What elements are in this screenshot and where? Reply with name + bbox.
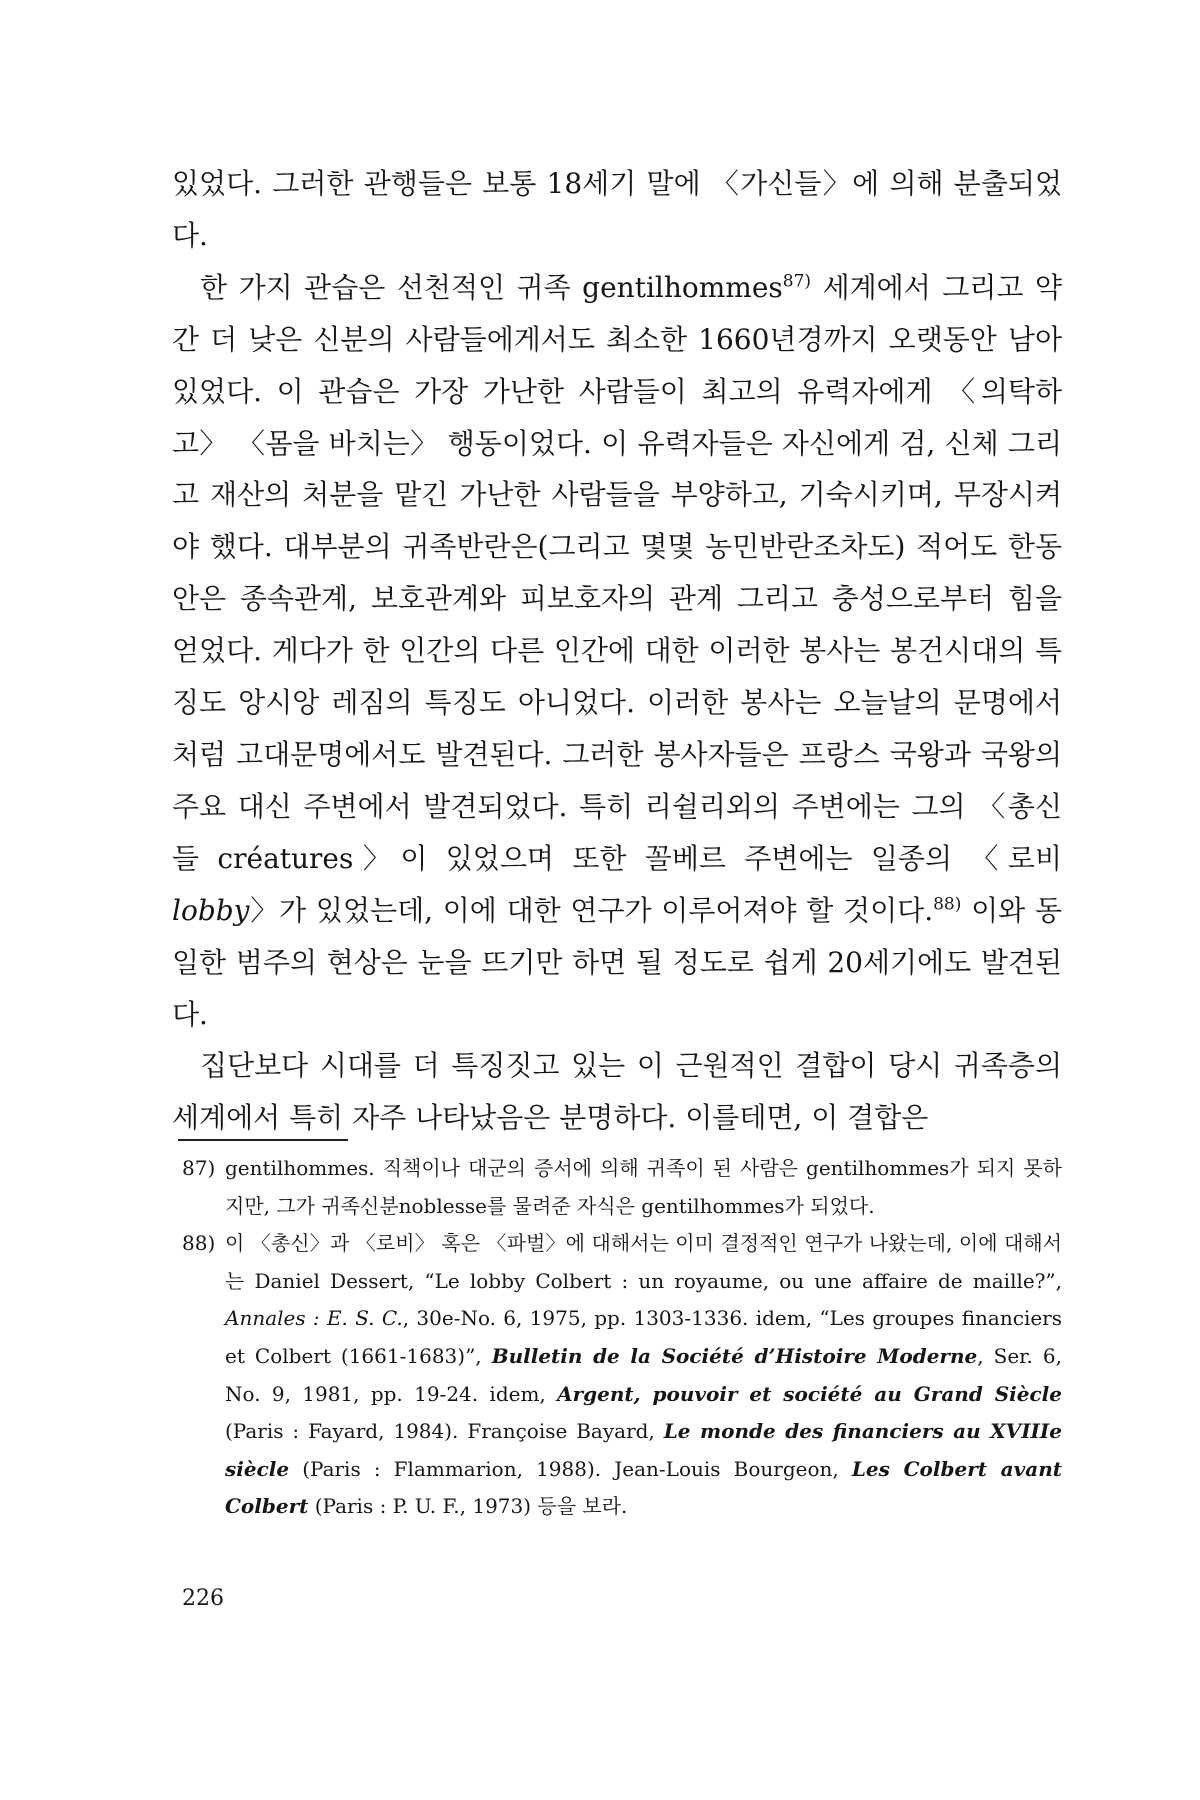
paragraph-2-part-c: 〉가 있었는데, 이에 대한 연구가 이루어져야 할 것이다. xyxy=(249,893,934,927)
footnote-88-journal-1: Annales : E. S. C. xyxy=(225,1306,403,1331)
footnote-88 xyxy=(182,1225,1062,1526)
paragraph-2-part-b: 세계에서 그리고 약간 더 낮은 신분의 사람들에게서도 최소한 1660년경까지 오랫동안 남아 있었다. 이 관습은 가장 가난한 사람들이 최고의 유력자에게 〈의탁하고〉 〈몸을 바치는〉 행동이었다. 이 유력자들은 자신에게 검, 신체 그리고 재산의 처분을 맡긴 가난한 사람들을 부양하고, 기숙시키며, 무장시켜야 했다. 대부분의 귀족반란은(그리고 몇몇 농민반란조차도) 적어도 한동안은 종속관계, 보호관계와 피보호자의 관계 그리고 충성으로부터 힘을 얻었다. 게다가 한 인간의 다른 인간에 대한 이러한 봉사는 봉건시대의 특징도 앙시앙 레짐의 특징도 아니었다. 이러한 봉사는 오늘날의 문명에서처럼 고대문명에서도 발견된다. 그러한 봉사자들은 프랑스 국왕과 국왕의 주요 대신 주변에서 발견되었다. 특히 리쉴리외의 주변에는 그의 〈총신들 créatures〉이 있었으며 또한 꼴베르 주변에는 일종의 〈로비 xyxy=(172,270,1063,875)
paragraph-2-part-d: 이와 동일한 범주의 현상은 눈을 뜨기만 하면 될 정도로 쉽게 20세기에도 발견된다. xyxy=(172,893,1062,1031)
footnote-ref-87[interactable]: 87) xyxy=(782,271,812,292)
footnote-88-text-2: , 30e-No. 6, 1975, pp. 1303-1336. idem, “Les groupes financiers et Colbert (1661-1683)”, xyxy=(225,1306,1062,1368)
footnote-88-text-4: (Paris : Fayard, 1984). Françoise Bayard, xyxy=(225,1419,664,1444)
footnote-87-text: gentilhommes. 직책이나 대군의 증서에 의해 귀족이 된 사람은 gentilhommes가 되지 못하지만, 그가 귀족신분noblesse를 물려준 자식은 gentilhommes가 되었다. xyxy=(225,1156,1062,1218)
footnote-88-text-6: (Paris : P. U. F., 1973) 등을 보라. xyxy=(308,1494,628,1519)
footnotes xyxy=(182,1150,1062,1526)
footnote-88-book-3: Les Colbert avant Colbert xyxy=(225,1456,1063,1519)
footnote-ref-88[interactable]: 88) xyxy=(933,894,962,915)
paragraph-3: 집단보다 시대를 더 특징짓고 있는 이 근원적인 결합이 당시 귀족층의 세계에서 특히 자주 나타났음은 분명하다. 이를테면, 이 결합은 xyxy=(172,1049,1062,1135)
footnote-88-journal-2: Bulletin de la Société d’Histoire Moderne xyxy=(491,1343,978,1368)
footnote-88-book-2: Le monde des financiers au XVIIIe siècle xyxy=(225,1419,1062,1481)
lobby-italic: lobby xyxy=(172,893,250,927)
footnote-87-number: 87) xyxy=(182,1156,216,1180)
footnote-divider xyxy=(178,1139,348,1141)
footnote-87 xyxy=(182,1150,1062,1225)
main-text xyxy=(172,158,1062,1144)
footnote-88-text-5: (Paris : Flammarion, 1988). Jean-Louis Bourgeon, xyxy=(289,1456,852,1481)
page-number: 226 xyxy=(182,1586,224,1611)
footnote-88-text-1: 이 〈총신〉과 〈로비〉 혹은 〈파벌〉에 대해서는 이미 결정적인 연구가 나왔는데, 이에 대해서는 Daniel Dessert, “Le lobby Colbert : un royaume, ou une affaire de maille?”, xyxy=(225,1231,1062,1293)
paragraph-2 xyxy=(172,262,1062,1041)
footnote-88-number: 88) xyxy=(182,1231,216,1256)
paragraph-2-part-a: 한 가지 관습은 선천적인 귀족 gentilhommes xyxy=(200,270,783,304)
paragraph-1: 있었다. 그러한 관행들은 보통 18세기 말에 〈가신들〉에 의해 분출되었다. xyxy=(172,167,1062,252)
footnote-88-book-1: Argent, pouvoir et société au Grand Siècle xyxy=(557,1381,1062,1406)
footnote-88-text-3: , Ser. 6, No. 9, 1981, pp. 19-24. idem, xyxy=(225,1343,1063,1406)
